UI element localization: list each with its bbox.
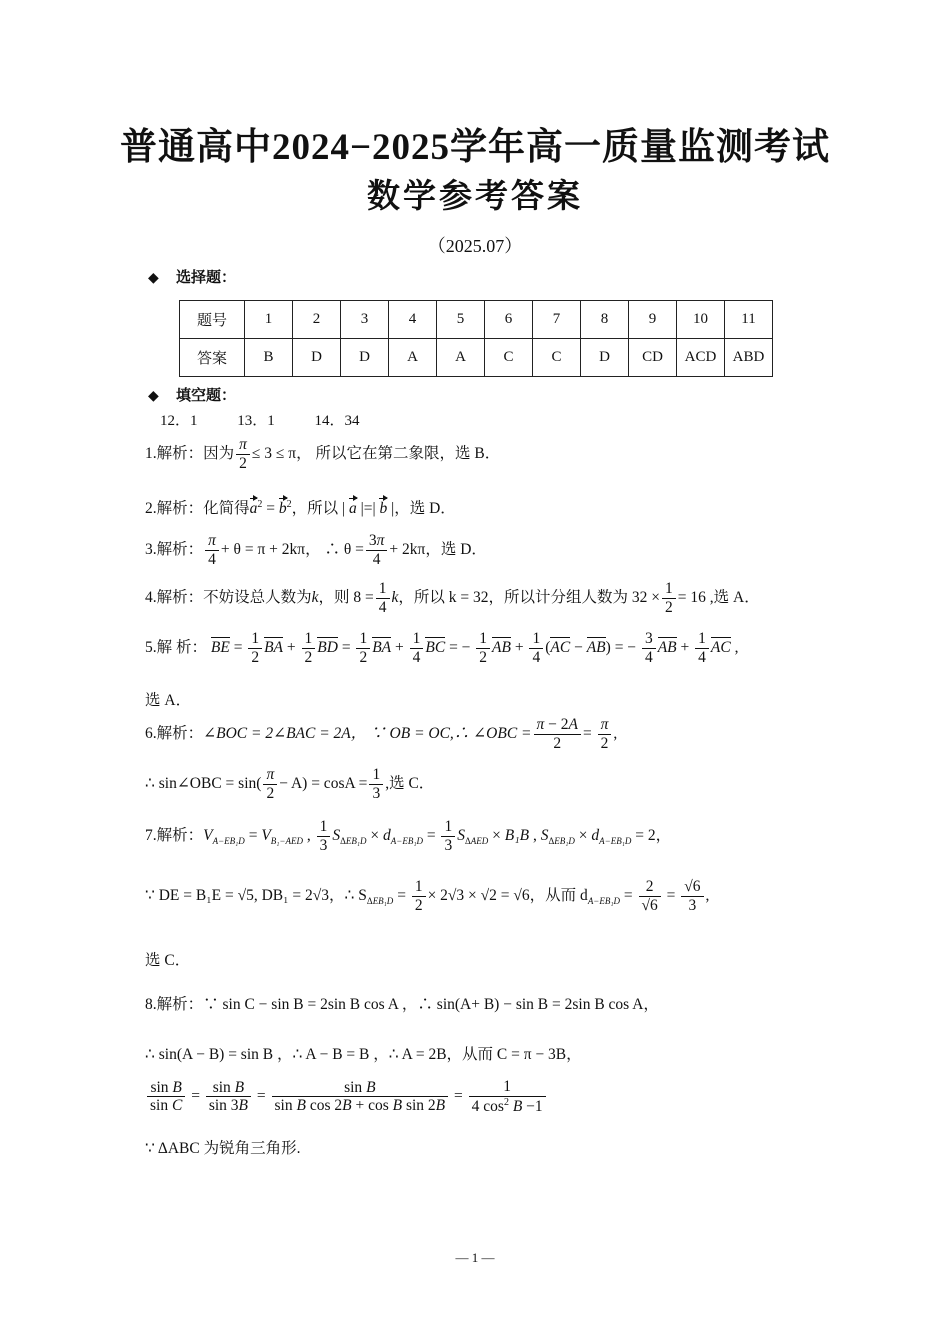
solution-text: = 16 ,选 A． xyxy=(677,588,760,606)
table-cell: A xyxy=(389,339,437,377)
solution-2: 2.解析：化简得$a^2 = b^2$，所以 | a |=| b |，选 D． xyxy=(145,498,456,517)
fraction: $\frac{1}{4}$ xyxy=(410,630,424,667)
solution-text: ∠BOC = 2∠BAC = 2A， ∵ OB = OC,∴ ∠OBC = xyxy=(203,724,532,742)
fraction: $\frac{1}{4 \cos^2 B -1}$ xyxy=(469,1078,546,1116)
solution-5: 5.解 析： BE = $\frac{1}{2}$ BA + $\frac{1}{2}$ BD = $\frac{1}{2}$ BA + $\frac{1}{4}$ BC = − $\frac{1}{2}$ AB + $\frac{1}{4}$ (AC − AB) = − $\frac{3}{4}$ AB + $\frac{1}{4}$ AC , xyxy=(145,630,739,666)
fraction: $\frac{\pi}{4}$ xyxy=(205,532,219,569)
fraction: $\frac{\text{sin B}}{\text{sin C}}$ xyxy=(147,1079,185,1116)
solution-7-line-3: 选 C． xyxy=(145,952,191,969)
table-cell: 5 xyxy=(437,301,485,339)
solution-8-line-3: $\frac{\text{sin B}}{\text{sin C}}$ = $\frac{\text{sin B}}{\sin 3B}$ = $\frac{\text{sin B}}{\text{sin B cos 2B + cos B sin 2B}}$ = $\frac{1}{4 \cos^2 B -1}$ xyxy=(145,1078,548,1116)
fraction: $\frac{1}{4}$ xyxy=(376,580,390,617)
solution-7-line-2: ∵ DE = B₁E = √5, DB₁ = 2√3，∴ $S_{\Delta EB_1D}$ = $\frac{1}{2}$ × 2√3 × √2 = √6，从而 $d_{A-EB_1D}$ = $\frac{2}{√6}$ = $\frac{√6}{3}$ , xyxy=(145,878,710,914)
fraction: $\frac{1}{2}$ xyxy=(662,580,676,617)
solution-3 xyxy=(145,532,487,569)
solution-text: 6.解析： xyxy=(145,724,204,742)
solution-text: − A) = cosA = xyxy=(279,774,368,792)
fill-answer-12: 12．1 xyxy=(160,413,198,429)
row-header-number: 题号 xyxy=(180,301,245,339)
table-cell: 7 xyxy=(533,301,581,339)
table-cell: D xyxy=(581,339,629,377)
fraction: $\frac{1}{3}$ xyxy=(317,818,331,855)
solution-8-line-2: ∴ sin(A − B) = sin B ，∴ A − B = B ，∴ A = 2B，从而 C = π − 3B， xyxy=(145,1046,582,1063)
solution-8-line-4: ∵ ΔABC 为锐角三角形. xyxy=(145,1140,301,1157)
solution-text: 3.解析： xyxy=(145,540,204,558)
table-cell: 1 xyxy=(245,301,293,339)
table-cell: D xyxy=(341,339,389,377)
solution-text: ,选 C． xyxy=(385,774,435,792)
fraction: $\frac{\pi}{2}$ xyxy=(236,436,250,473)
table-cell: A xyxy=(437,339,485,377)
fraction: $\frac{3}{4}$ xyxy=(642,630,656,667)
table-cell: ACD xyxy=(677,339,725,377)
fraction: $\frac{1}{4}$ xyxy=(529,630,543,667)
solution-text: + θ = π + 2kπ， ∴ θ = xyxy=(220,540,364,558)
solution-text: 2.解析：化简得 xyxy=(145,500,250,517)
solution-text: + 2kπ，选 D． xyxy=(389,540,487,558)
fraction: $\frac{1}{3}$ xyxy=(441,818,455,855)
table-cell: 11 xyxy=(725,301,773,339)
page-number: — 1 — xyxy=(455,1250,495,1265)
solution-text: ，所以 k = 32，所以计分组人数为 32 × xyxy=(398,588,661,606)
diamond-bullet-icon: ◆ xyxy=(148,270,159,286)
diamond-bullet-icon: ◆ xyxy=(148,388,159,404)
table-cell: ABD xyxy=(725,339,773,377)
choice-section-heading xyxy=(148,266,236,287)
table-cell: CD xyxy=(629,339,677,377)
fraction: $\frac{1}{2}$ xyxy=(248,630,262,667)
fraction: $\frac{1}{2}$ xyxy=(412,878,426,915)
table-cell: 10 xyxy=(677,301,725,339)
fraction: $\frac{1}{2}$ xyxy=(356,630,370,667)
solution-6-line-2 xyxy=(145,766,434,803)
fraction: $\frac{\text{sin B}}{\text{sin B cos 2B + cos B sin 2B}}$ xyxy=(272,1079,449,1116)
fill-section-heading xyxy=(148,384,236,405)
solution-text: = xyxy=(397,886,406,904)
fraction: $\frac{1}{2}$ xyxy=(476,630,490,667)
table-row xyxy=(180,339,773,377)
table-cell: 3 xyxy=(341,301,389,339)
fraction: $\frac{3\pi}{4}$ xyxy=(366,532,388,569)
solution-text: ，则 8 = xyxy=(318,588,374,606)
table-cell: D xyxy=(293,339,341,377)
fraction: $\frac{\pi}{2}$ xyxy=(598,716,612,753)
fill-section-label: 填空题： xyxy=(176,386,237,404)
solution-8: 8.解析：∵ sin C − sin B = 2sin B cos A ，∴ sin(A+ B) − sin B = 2sin B cos A， xyxy=(145,996,659,1013)
fill-answers xyxy=(160,409,396,430)
answer-table xyxy=(179,300,773,377)
fill-answer-13: 13．1 xyxy=(237,413,275,429)
solution-text: 所以它在第二象限，选 B． xyxy=(315,444,501,462)
fraction: $\frac{1}{3}$ xyxy=(369,766,383,803)
solution-text: ，所以 xyxy=(291,500,339,517)
table-cell: 8 xyxy=(581,301,629,339)
solution-1 xyxy=(145,436,500,473)
fraction: $\frac{2}{√6}$ xyxy=(639,878,661,915)
solution-4: 4.解析：不妨设总人数为k，则 8 = $\frac{1}{4}$ k，所以 k = 32，所以计分组人数为 32 × $\frac{1}{2}$ = 16 ,选 A． xyxy=(145,580,760,616)
table-cell: C xyxy=(485,339,533,377)
row-header-answer: 答案 xyxy=(180,339,245,377)
table-cell: 9 xyxy=(629,301,677,339)
fill-answer-14: 14．34 xyxy=(314,413,360,429)
solution-6: 6.解析：∠BOC = 2∠BAC = 2A， ∵ OB = OC,∴ ∠OBC = $\frac{\pi - 2A}{2}$ = $\frac{\pi}{2}$ , xyxy=(145,716,618,752)
fraction: $\frac{√6}{3}$ xyxy=(681,878,703,915)
choice-section-label: 选择题： xyxy=(176,268,237,286)
table-cell: C xyxy=(533,339,581,377)
solution-text: ∴ sin∠OBC = sin( xyxy=(145,774,262,792)
solution-7: 7.解析：$V_{A-EB_1D} = V_{B_1-AED}$ , $\frac{1}{3}$ $S_{\Delta EB_1D} \times d_{A-EB_1D}$ = $\frac{1}{3}$ $S_{\Delta AED} \times B_1B$ , $S_{\Delta EB_1D} \times d_{A-EB_1D} = 2$， xyxy=(145,818,672,854)
solution-text: 5.解 析： xyxy=(145,638,208,656)
table-cell: B xyxy=(245,339,293,377)
fraction: $\frac{\pi - 2A}{2}$ xyxy=(534,716,581,753)
solution-text: 1.解析：因为 xyxy=(145,444,235,462)
solution-text: 4.解析：不妨设总人数为 xyxy=(145,588,312,606)
table-row xyxy=(180,301,773,339)
table-cell: 2 xyxy=(293,301,341,339)
solution-text: ∵ DE = B₁E = √5, DB₁ = 2√3，∴ S xyxy=(145,886,367,904)
fraction: $\frac{1}{4}$ xyxy=(695,630,709,667)
page-subtitle: 数学参考答案 xyxy=(367,179,583,215)
fraction: $\frac{\pi}{2}$ xyxy=(263,766,277,803)
solution-5-line-2: 选 A． xyxy=(145,692,192,709)
table-cell: 4 xyxy=(389,301,437,339)
solution-text: 7.解析： xyxy=(145,826,204,844)
solution-text: ≤ 3 ≤ π， xyxy=(251,444,312,462)
table-cell: 6 xyxy=(485,301,533,339)
page-title: 普通高中2024−2025学年高一质量监测考试 xyxy=(119,127,831,168)
fraction: $\frac{\text{sin B}}{\sin 3B}$ xyxy=(206,1079,251,1116)
exam-date: （2025.07） xyxy=(427,236,523,256)
fraction: $\frac{1}{2}$ xyxy=(302,630,316,667)
solution-text: × 2√3 × √2 = √6，从而 d xyxy=(427,886,588,904)
solution-text: ，选 D． xyxy=(394,500,456,517)
